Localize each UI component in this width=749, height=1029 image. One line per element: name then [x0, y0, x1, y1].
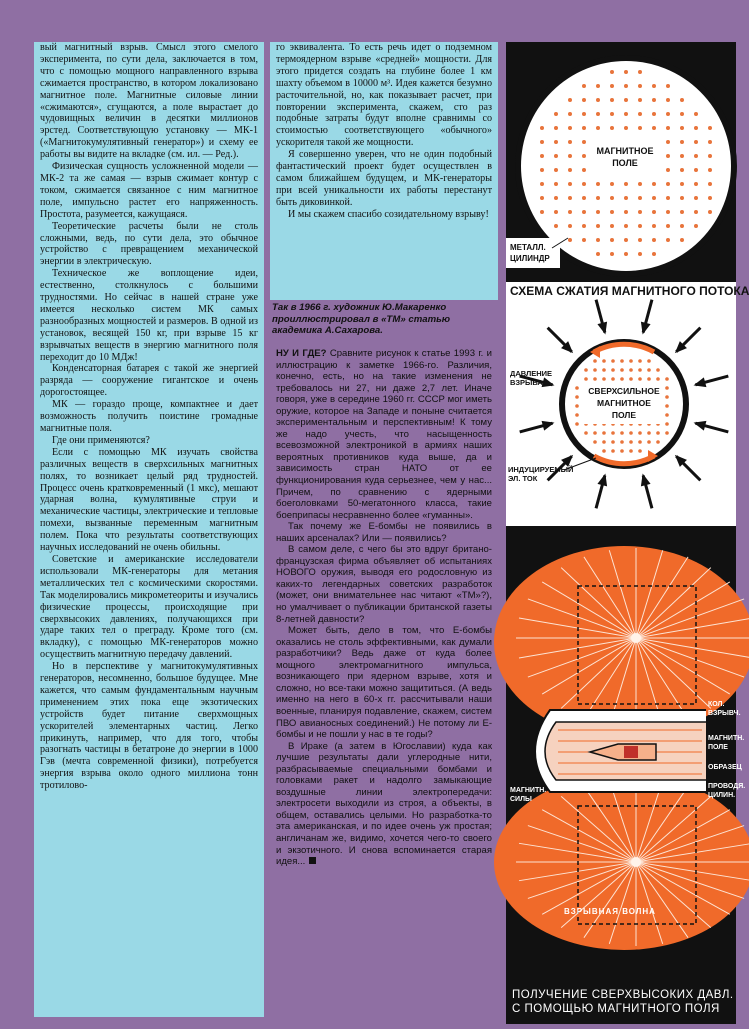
field-dot [596, 84, 600, 88]
field-dot [666, 154, 670, 158]
field-dot [680, 168, 684, 172]
field-dot [611, 359, 615, 363]
label-cylinder: ЦИЛИН. [708, 792, 736, 799]
field-dot [602, 449, 606, 453]
field-dot [666, 98, 670, 102]
field-dot [611, 431, 615, 435]
field-dot [624, 98, 628, 102]
lead-text: Сравните рисунок к статье 1993 г. и иллюстрацию к заметке 1966-го. Различия, конечно, есть, но на такие изменения не требовалось ни 27, ни даже 2,7 лет. Иначе говоря, уже в середине 1960 гг. СССР мог иметь оружие, которое на Западе и поныне считается экспериментальным и перспективным! К тому же надо учесть, что насыщенность всевозможной электроникой в армиях наших вероятных противников куда выше, да и зависимость стран НАТО от ее функционирования куда серьезнее, чем у нас... Причем, по сравнению с ядерными боеголовками 50-мегатонного класса, такие боеприпасы несравненно более «гуманны». [276, 348, 492, 521]
field-dot [575, 413, 579, 417]
field-dot [610, 126, 614, 130]
field-dot [554, 168, 558, 172]
field-dot [638, 368, 642, 372]
field-dot [629, 359, 633, 363]
field-dot [647, 359, 651, 363]
field-dot [584, 377, 588, 381]
field-dot [680, 154, 684, 158]
field-dot [638, 252, 642, 256]
field-dot [610, 210, 614, 214]
field-dot [647, 377, 651, 381]
field-dot [554, 140, 558, 144]
center-label-line3: ПОЛЕ [611, 410, 637, 420]
label-magnetic: МАГНИТН. [708, 735, 745, 742]
field-dot [568, 196, 572, 200]
field-dot [665, 377, 669, 381]
field-dot [568, 98, 572, 102]
field-dot [638, 238, 642, 242]
field-dot [596, 182, 600, 186]
field-dot [582, 140, 586, 144]
center-label-line2: МАГНИТНОЕ [597, 398, 651, 408]
field-dot [596, 126, 600, 130]
field-dot [610, 196, 614, 200]
field-dot [694, 168, 698, 172]
field-dot [652, 84, 656, 88]
field-dot [680, 126, 684, 130]
label-explosive: ВЗРЫВЧ. [708, 710, 741, 717]
field-dot [652, 112, 656, 116]
metal-label-line2: ЦИЛИНДР [510, 254, 550, 263]
field-dot [610, 98, 614, 102]
field-dot [593, 359, 597, 363]
paragraph: В самом деле, с чего бы это вдруг британо-французская фирма объявляет об испытаниях НОВОГО оружия, выводя его родословную из каких-то легендарных советских разработок (может, они внимательнее нас читают «ТМ»?), но умалчивает о публикации британской газеты 8-летней давности? [276, 544, 492, 625]
field-dot [584, 431, 588, 435]
field-dot [652, 182, 656, 186]
paragraph: И мы скажем спасибо созидательному взрыву! [288, 208, 489, 220]
field-dot [638, 196, 642, 200]
field-dot [708, 196, 712, 200]
figure-magnetic-field [506, 42, 736, 282]
field-dot [568, 168, 572, 172]
paragraph: Где они применяются? [52, 434, 150, 446]
field-dot [540, 210, 544, 214]
field-dot [568, 238, 572, 242]
field-dot [540, 182, 544, 186]
pressure-arrowhead [694, 377, 707, 387]
field-dot [680, 238, 684, 242]
field-dot [596, 112, 600, 116]
field-dot [694, 112, 698, 116]
label-sample: ОБРАЗЕЦ [708, 764, 742, 771]
field-dot [624, 196, 628, 200]
center-label-line1: СВЕРХСИЛЬНОЕ [588, 386, 660, 396]
paragraph: Может быть, дело в том, что Е-бомбы оказались не столь эффективными, как думали разработчики? Ведь даже от куда более мощного электромагнитного импульса, возникающего при ядерном взрыве, хотя и сложно, но все-таки можно защититься. (А ведь именно на него в 60-х гг. рассчитывали наши военные, планируя подавление, скажем, систем ПВО авианосных соединений.) Не потому ли Е-бомбы и не пошли у нас в те годы? [276, 625, 492, 741]
field-dot [708, 140, 712, 144]
blast-center [631, 857, 641, 867]
current-label-line1: ИНДУЦИРУЕМЫЙ [508, 465, 574, 474]
wave-label: ВЗРЫВНАЯ ВОЛНА [564, 907, 656, 916]
field-dot [611, 440, 615, 444]
field-dot [624, 224, 628, 228]
field-dot [665, 395, 669, 399]
field-dot [629, 377, 633, 381]
field-dot [582, 224, 586, 228]
field-dot [610, 252, 614, 256]
field-dot [582, 154, 586, 158]
field-dot [582, 210, 586, 214]
pressure-arrowhead [542, 377, 555, 387]
field-dot [666, 238, 670, 242]
field-dot [638, 359, 642, 363]
field-label-line2: ПОЛЕ [612, 158, 638, 168]
field-dot [638, 224, 642, 228]
field-dot [602, 431, 606, 435]
paragraph-last [276, 741, 492, 868]
field-dot [568, 140, 572, 144]
paragraph: го эквивалента. То есть речь идет о подземном термоядерном взрыве «средней» мощности. Для этого придется создать на глубине более 1 км шахту объемом в 10000 м³. Идея кажется безумно расточительной, но, как показывает расчет, при повторении эксперимента, скажем, сто раз подобные затраты будут вполне сравнимы со стоимостью соответствующего «обычного» ускорителя такой же мощности. [276, 42, 492, 149]
label-field: ПОЛЕ [708, 744, 728, 751]
field-dot [629, 368, 633, 372]
field-dot [680, 210, 684, 214]
metal-label-line1: МЕТАЛЛ. [510, 243, 546, 252]
field-dot [568, 126, 572, 130]
paragraph: Я совершенно уверен, что не один подобный фантастический проект будет осуществлен в самом ближайшем будущем, и МК-генераторы при всей уникальности их работы перестанут быть диковинкой. [276, 149, 492, 208]
pressure-label-line2: ВЗРЫВА [510, 378, 543, 387]
field-dot [575, 404, 579, 408]
field-dot [680, 196, 684, 200]
field-dot [582, 238, 586, 242]
pressure-arrowhead [641, 474, 651, 487]
field-dot [652, 252, 656, 256]
field-dot [638, 449, 642, 453]
field-dot [680, 224, 684, 228]
field-dot [554, 154, 558, 158]
paragraph: Конденсаторная батарея с такой же энергией разряда — сооружение гигантское и очень дорогостоящее. [40, 363, 258, 399]
field-dot [620, 449, 624, 453]
field-dot [708, 210, 712, 214]
paragraph: Физическая сущность усложненной модели — МК-2 та же самая — взрыв сжимает контур с током, сжимается связанное с ним магнитное поле, импульсно растет его напряженность. Простота, разумеется, кажущаяся. [40, 161, 258, 220]
field-dot [680, 182, 684, 186]
field-dot [666, 182, 670, 186]
field-dot [652, 210, 656, 214]
pressure-label-line1: ДАВЛЕНИЕ [510, 369, 553, 378]
field-dot [611, 377, 615, 381]
field-dot [568, 224, 572, 228]
figure-caption-line1: ПОЛУЧЕНИЕ СВЕРХВЫСОКИХ ДАВЛ. [512, 989, 734, 1001]
field-dot [680, 112, 684, 116]
field-dot [554, 210, 558, 214]
field-dot [638, 431, 642, 435]
left-label-line1: МАГНИТН. [510, 787, 547, 794]
field-dot [694, 224, 698, 228]
field-dot [708, 168, 712, 172]
field-dot [708, 154, 712, 158]
figure-compression-svg [506, 282, 749, 526]
field-dot [611, 449, 615, 453]
field-dot [582, 182, 586, 186]
label-conducting: ПРОВОДЯ. [708, 783, 746, 790]
field-dot [540, 126, 544, 130]
field-dot [638, 70, 642, 74]
field-dot [575, 386, 579, 390]
field-dot [596, 210, 600, 214]
figure-magnetic-field-svg [506, 42, 736, 282]
paragraph: вый магнитный взрыв. Смысл этого смелого эксперимента, по сути дела, заключается в том, что с помощью мощного направленного взрыва сжимается пространство, в котором локализовано магнитное поле. Магнитные силовые линии «сжимаются», сгущаются, а поле вырастает до чудовищных величин в десятки миллионов эрстед. Соответствующую установку — МК-1 («Магнитокумулятивный генератор») и схему ее работы вы видите на вкладке (см. ил. — Ред.). [40, 42, 258, 161]
field-dot [602, 359, 606, 363]
field-dot [582, 112, 586, 116]
field-dot [656, 377, 660, 381]
pressure-arrowhead [694, 421, 707, 431]
field-dot [554, 112, 558, 116]
paragraph: Теоретические расчеты были не столь сложными, ведь, по сути дела, это обычное устройство с превращением механической энергии в электрическую. [40, 220, 258, 268]
field-dot [647, 431, 651, 435]
field-dot [602, 377, 606, 381]
field-dot [568, 112, 572, 116]
field-dot [638, 377, 642, 381]
field-label-line1: МАГНИТНОЕ [596, 146, 654, 156]
field-dot [582, 196, 586, 200]
field-dot [708, 182, 712, 186]
figure-compression-scheme [506, 282, 749, 526]
field-dot [624, 238, 628, 242]
field-dot [652, 224, 656, 228]
field-dot [666, 196, 670, 200]
field-dot [568, 182, 572, 186]
field-dot [610, 70, 614, 74]
field-dot [629, 440, 633, 444]
field-dot [666, 140, 670, 144]
field-dot [666, 126, 670, 130]
field-dot [582, 84, 586, 88]
field-dot [652, 196, 656, 200]
field-dot [694, 196, 698, 200]
field-dot [665, 422, 669, 426]
field-dot [665, 404, 669, 408]
paragraph: Советские и американские исследователи использовали МК-генераторы для метания металлических тел с космическими скоростями. Так моделировались микрометеориты и изучались физические процессы, происходящие при сверхвысоких давлениях, получающихся при ударе таких тел о преграду. Кроме того (см. вкладку), с помощью МК-генераторов можно осуществить магнитную передачу давлений. [40, 553, 258, 661]
field-dot [638, 98, 642, 102]
field-dot [652, 126, 656, 130]
field-dot [629, 449, 633, 453]
field-dot [593, 440, 597, 444]
field-dot [638, 210, 642, 214]
lead-heading: НУ И ГДЕ? [276, 348, 327, 359]
field-dot [582, 168, 586, 172]
field-dot [647, 368, 651, 372]
figure-title: СХЕМА СЖАТИЯ МАГНИТНОГО ПОТОКА [510, 284, 749, 298]
paragraph: Техническое же воплощение идеи, естественно, столкнулось с большими трудностями. Но сейчас в нашей стране уже имеется несколько систем МК самых разнообразных мощностей и размеров. В одной из установок, весящей 150 кг, при взрыве 15 кг взрывчатых веществ в энергию магнитного поля переходит до 10 МДж! [40, 268, 258, 363]
field-dot [596, 224, 600, 228]
field-dot [602, 368, 606, 372]
field-dot [666, 210, 670, 214]
field-dot [694, 154, 698, 158]
left-label-line2: СИЛЫ [510, 796, 532, 803]
field-dot [596, 238, 600, 242]
end-of-article-mark [309, 857, 316, 864]
field-dot [596, 252, 600, 256]
field-dot [656, 440, 660, 444]
paragraph: МК — гораздо проще, компактнее и дает возможность получить поистине громадные магнитные поля. [40, 399, 258, 434]
field-dot [596, 98, 600, 102]
field-dot [666, 224, 670, 228]
field-dot [602, 440, 606, 444]
field-dot [624, 252, 628, 256]
field-dot [540, 196, 544, 200]
field-dot [584, 368, 588, 372]
article-column-left [34, 42, 264, 1017]
field-dot [624, 70, 628, 74]
field-dot [554, 224, 558, 228]
field-dot [596, 196, 600, 200]
paragraph: Так почему же Е-бомбы не появились в наших арсеналах? Или — появились? [276, 521, 492, 544]
field-dot [666, 84, 670, 88]
field-dot [540, 154, 544, 158]
field-dot [540, 140, 544, 144]
field-dot [652, 98, 656, 102]
field-dot [554, 196, 558, 200]
field-dot [593, 431, 597, 435]
field-dot [666, 168, 670, 172]
field-dot [638, 440, 642, 444]
field-dot [680, 140, 684, 144]
paragraph: Но в перспективе у магнитокумулятивных генераторов, несомненно, большое будущее. Мне кажется, что самым фундаментальным научным применением этих пока еще экзотических устройств будет питание сверхмощных ускорителей элементарных частиц. Легко прикинуть, например, что для того, чтобы разогнать частицы в бетатроне до энергии в 1000 Гэв (мечта современной физики), потребуется энергия взрыва около одного миллиона тонн тротилово- [40, 661, 258, 792]
pressure-arrowhead [597, 322, 607, 335]
field-dot [694, 210, 698, 214]
paragraph-text: В Ираке (а затем в Югославии) куда как лучшие результаты дали углеродные нити, разбрасываемые специальными бомбами и головками ракет и надолго замыкающие воздушные линии электропередачи: электросети выходили из строя, а объекты, в общем, оставались целыми. Но разработка-то эта американская, и по идее очень уж простая; англичанам же, видимо, хочется чего-то своего и экзотичного. И снова вспоминается старая идея... [276, 740, 492, 868]
illustration-caption: Так в 1966 г. художник Ю.Макаренко проиллюстрировал в «ТМ» статью академика А.Сахарова. [272, 302, 451, 336]
field-dot [638, 126, 642, 130]
field-dot [624, 126, 628, 130]
field-dot [610, 112, 614, 116]
field-dot [665, 413, 669, 417]
field-dot [610, 224, 614, 228]
field-dot [629, 431, 633, 435]
field-dot [568, 154, 572, 158]
article-column-middle-bottom [270, 348, 498, 1014]
field-dot [620, 431, 624, 435]
field-dot [620, 368, 624, 372]
field-dot [656, 431, 660, 435]
field-dot [694, 182, 698, 186]
field-dot [694, 140, 698, 144]
field-dot [665, 386, 669, 390]
paragraph: Если с помощью МК изучать свойства различных веществ в сверхсильных магнитных полях, то возникает целый ряд трудностей. Процесс очень кратковременный (1 мкс), мешают ударная волна, кумулятивные струи и механические частицы, электрические и тепловые помехи, вызванные переменным магнитным полем. Пока что результаты соответствующих научных исследований не очень обильны. [40, 446, 258, 554]
field-dot [638, 112, 642, 116]
field-dot [694, 126, 698, 130]
figure-explosion-device [506, 526, 746, 1024]
field-dot [593, 368, 597, 372]
field-dot [582, 126, 586, 130]
field-dot [680, 98, 684, 102]
field-dot [647, 440, 651, 444]
field-dot [575, 422, 579, 426]
field-dot [610, 238, 614, 242]
label-charge: КОЛ. [708, 701, 725, 708]
figure-caption-line2: С ПОМОЩЬЮ МАГНИТНОГО ПОЛЯ [512, 1003, 720, 1015]
field-dot [656, 368, 660, 372]
field-dot [666, 112, 670, 116]
field-dot [554, 182, 558, 186]
figure-caption [512, 988, 736, 1016]
field-dot [652, 238, 656, 242]
field-dot [708, 126, 712, 130]
field-dot [611, 368, 615, 372]
field-dot [665, 431, 669, 435]
paragraph-lead [276, 348, 492, 521]
field-dot [593, 377, 597, 381]
field-dot [620, 359, 624, 363]
field-dot [582, 98, 586, 102]
article-column-middle-top [270, 42, 498, 300]
field-dot [568, 210, 572, 214]
field-dot [638, 84, 642, 88]
field-dot [540, 168, 544, 172]
field-dot [624, 112, 628, 116]
field-dot [620, 377, 624, 381]
figure-explosion-svg [506, 526, 746, 1024]
field-dot [554, 126, 558, 130]
field-dot [624, 182, 628, 186]
field-dot [624, 84, 628, 88]
pressure-arrowhead [641, 322, 651, 335]
blast-center [631, 633, 641, 643]
field-dot [620, 440, 624, 444]
field-dot [575, 395, 579, 399]
field-dot [610, 84, 614, 88]
current-label-line2: ЭЛ. ТОК [508, 474, 538, 483]
pressure-arrowhead [597, 474, 607, 487]
field-dot [624, 210, 628, 214]
field-dot [610, 182, 614, 186]
pressure-arrowhead [542, 421, 555, 431]
field-dot [638, 182, 642, 186]
